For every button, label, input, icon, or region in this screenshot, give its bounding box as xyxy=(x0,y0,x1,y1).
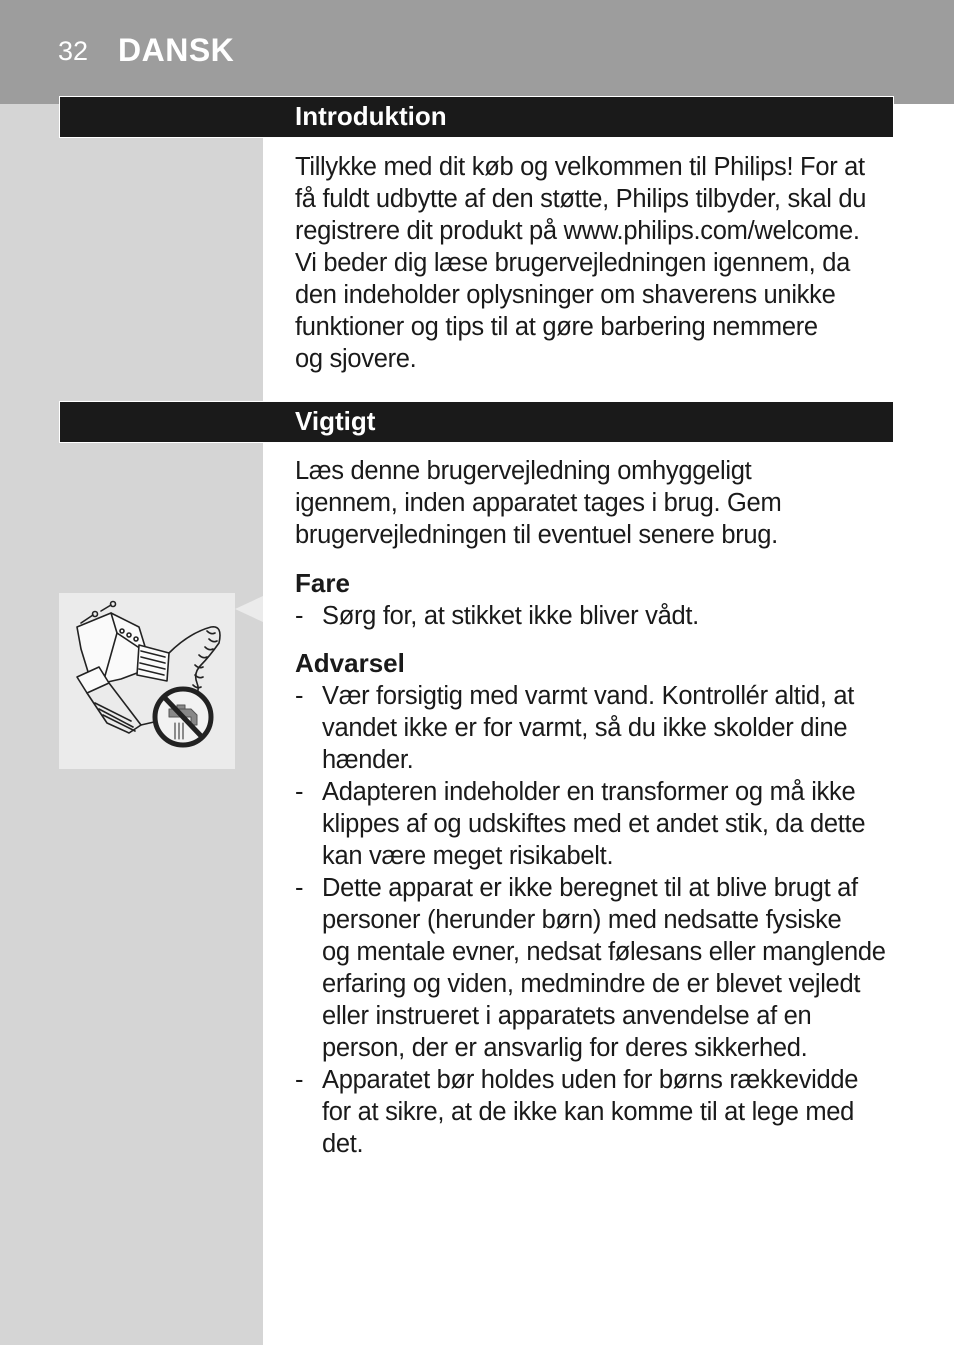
warning-heading: Advarsel xyxy=(295,648,405,678)
text-line: person, der er ansvarlig for deres sikkerhed. xyxy=(322,1034,808,1062)
list-dash: - xyxy=(295,778,304,806)
list-dash: - xyxy=(295,1066,304,1094)
text-line: Dette apparat er ikke beregnet til at blive brugt af xyxy=(322,874,858,902)
list-dash: - xyxy=(295,682,304,710)
text-line: Vær forsigtig med varmt vand. Kontrollér altid, at xyxy=(322,682,855,710)
text-line: registrere dit produkt på www.philips.com/welcome. xyxy=(295,217,860,245)
no-water-adapter-icon xyxy=(59,593,235,769)
text-line: og sjovere. xyxy=(295,345,417,373)
text-line: den indeholder oplysninger om shaverens unikke xyxy=(295,281,836,309)
danger-heading: Fare xyxy=(295,568,350,598)
text-line: funktioner og tips til at gøre barbering nemmere xyxy=(295,313,818,341)
text-line: Apparatet bør holdes uden for børns rækkevidde xyxy=(322,1066,859,1094)
text-line: personer (herunder børn) med nedsatte fysiske xyxy=(322,906,842,934)
text-line: hænder. xyxy=(322,746,414,774)
illustration-pointer xyxy=(235,596,263,622)
text-line: Adapteren indeholder en transformer og må ikke xyxy=(322,778,856,806)
language-title: DANSK xyxy=(118,32,235,68)
section-bar-introduction xyxy=(60,97,893,137)
text-line: Sørg for, at stikket ikke bliver vådt. xyxy=(322,602,699,630)
text-line: erfaring og viden, medmindre de er blevet vejledt xyxy=(322,970,861,998)
text-line: Vi beder dig læse brugervejledningen igennem, da xyxy=(295,249,851,277)
text-line: det. xyxy=(322,1130,364,1158)
section-bar-important xyxy=(60,402,893,442)
text-line: vandet ikke er for varmt, så du ikke skolder dine xyxy=(322,714,848,742)
page-number: 32 xyxy=(58,36,89,66)
text-line: Læs denne brugervejledning omhyggeligt xyxy=(295,457,752,485)
text-line: for at sikre, at de ikke kan komme til at lege med xyxy=(322,1098,855,1126)
intro-paragraph xyxy=(295,151,895,375)
text-line: klippes af og udskiftes med et andet stik, da dette xyxy=(322,810,866,838)
text-line: og mentale evner, nedsat følesans eller manglende xyxy=(322,938,886,966)
important-paragraph xyxy=(295,455,895,551)
text-line: brugervejledningen til eventuel senere brug. xyxy=(295,521,778,549)
text-line: igennem, inden apparatet tages i brug. Gem xyxy=(295,489,782,517)
list-dash: - xyxy=(295,874,304,902)
text-line: få fuldt udbytte af den støtte, Philips tilbyder, skal du xyxy=(295,185,867,213)
section-title-important: Vigtigt xyxy=(295,406,376,436)
text-line: Tillykke med dit køb og velkommen til Philips! For at xyxy=(295,153,865,181)
text-line: eller instrueret i apparatets anvendelse af en xyxy=(322,1002,812,1030)
section-title-introduction: Introduktion xyxy=(295,101,447,131)
text-line: kan være meget risikabelt. xyxy=(322,842,614,870)
list-dash: - xyxy=(295,602,304,630)
